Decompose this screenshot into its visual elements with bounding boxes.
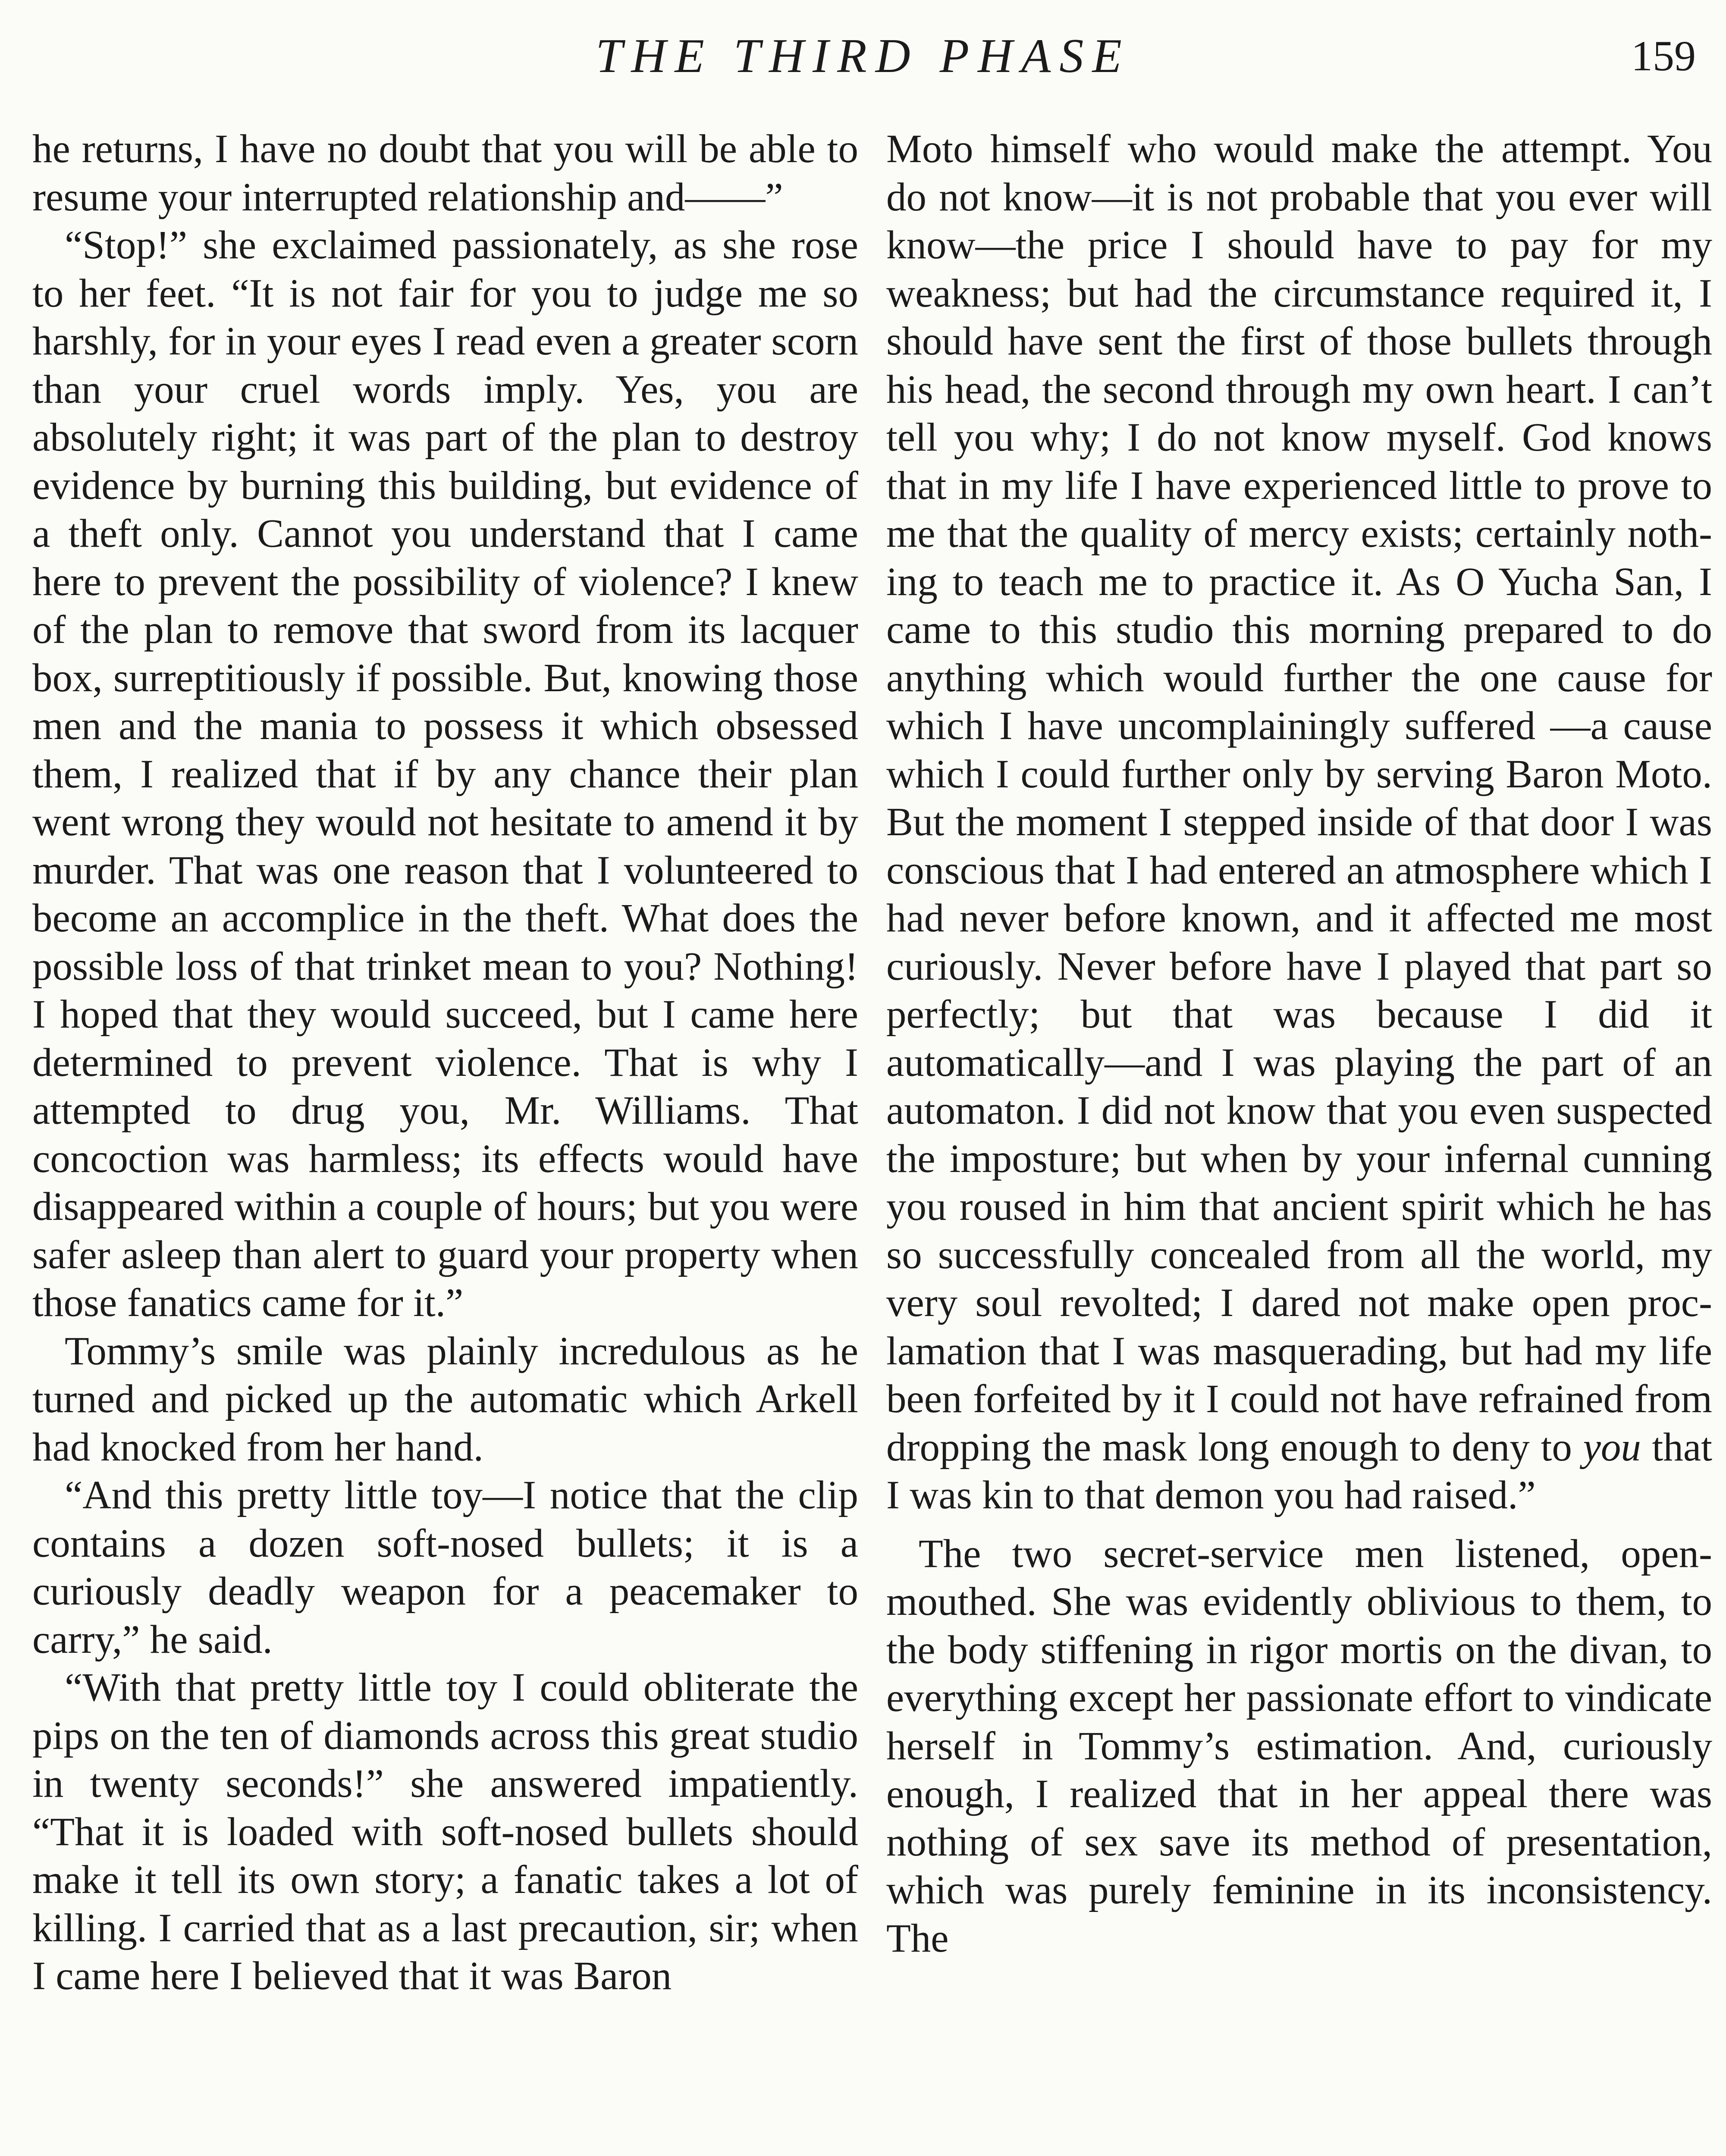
paragraph: “With that pretty little toy I could obliterate the pips on the ten of diamonds across this great studio in twenty seconds!” she answered impatiently. “That it is loaded with soft-nosed bullets should make it tell its own story; a fanatic takes a lot of killing. I carried that as a last precaution, sir; when I came here I believed that it was Baron (32, 1665, 858, 1998)
paragraph: Tommy’s smile was plainly incredulous as he turned and picked up the automatic which Arkell had knocked from her hand. (32, 1329, 858, 1470)
paragraph (886, 125, 1712, 1520)
paragraph: “And this pretty little toy—I notice that the clip contains a dozen soft-nosed bullets; it is a curiously deadly weapon for a peacemaker to carry,” he said. (32, 1473, 858, 1662)
left-column (32, 125, 858, 2156)
page-header (0, 26, 1726, 86)
right-column (886, 125, 1712, 2156)
paragraph-text: that I was kin to that demon you had raised.” (886, 1425, 1712, 1517)
paragraph: The two secret-service men listened, open-mouthed. She was evidently oblivious to them, to the body stiffening in rigor mortis on the divan, to everything except her passionate effort to vindicate herself in Tommy’s estimation. And, curiously enough, I realized that in her appeal there was nothing of sex save its method of presentation, which was purely feminine in its inconsistency. The (886, 1531, 1712, 1961)
paragraph-text: Moto himself who would make the attempt. You do not know—it is not probable that you ever will know—the price I should have to pay for my weakness; but had the circumstance required it, I should have sent the first of those bullets through his head, the second through my own heart. I can’t tell you why; I do not know myself. God knows that in my life I have experienced little to prove to me that the quality of mercy exists; certainly nothing to teach me to practice it. As O Yucha San, I came to this studio this morning prepared to do anything which would further the one cause for which I have uncomplainingly suffered —a cause which I could further only by serving Baron Moto. But the moment I stepped inside of that door I was conscious that I had entered an atmosphere which I had never before known, and it affected me most curiously. Never before have I played that part so perfectly; but that was because I did it automatically—and I was playing the part of an automaton. I did not know that you even suspected the imposture; but when by your infernal cunning you roused in him that ancient spirit which he has so successfully concealed from all the world, my very soul revolted; I dared not make open proclamation that I was masquerading, but had my life been forfeited by it I could not have refrained from dropping the mask long enough to deny to (886, 127, 1712, 1470)
emphasis: you (1583, 1425, 1641, 1470)
paragraph: he returns, I have no doubt that you will be able to resume your interrupted relationship and——” (32, 127, 858, 219)
paragraph: “Stop!” she exclaimed passionately, as she rose to her feet. “It is not fair for you to judge me so harshly, for in your eyes I read even a greater scorn than your cruel words imply. Yes, you are absolutely right; it was part of the plan to destroy evidence by burning this building, but evidence of a theft only. Cannot you understand that I came here to prevent the possibility of violence? I knew of the plan to remove that sword from its lacquer box, surreptitiously if possible. But, knowing those men and the mania to possess it which obsessed them, I realized that if by any chance their plan went wrong they would not hesitate to amend it by murder. That was one reason that I volunteered to become an accomplice in the theft. What does the possible loss of that trinket mean to you? Nothing! I hoped that they would succeed, but I came here determined to prevent violence. That is why I attempted to drug you, Mr. Williams. That concoction was harmless; its effects would have disappeared within a couple of hours; but you were safer asleep than alert to guard your property when those fanatics came for it.” (32, 223, 858, 1325)
page-number: 159 (1631, 32, 1696, 80)
running-title: THE THIRD PHASE (596, 29, 1130, 83)
